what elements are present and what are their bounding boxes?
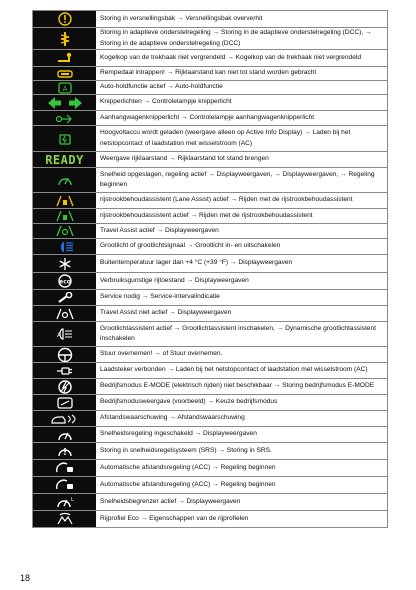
row-description [96, 152, 387, 167]
table-row [32, 494, 388, 511]
row-text: Laadsteker verbonden → Laden bij het netstopcontact of laadstation met wisselstroom (AC) [100, 366, 368, 374]
row-description [96, 273, 387, 289]
row-description [96, 126, 387, 151]
row-text: Automatische afstandsregeling (ACC) → Regeling beginnen [100, 480, 276, 488]
row-description [96, 347, 387, 362]
row-description [96, 168, 387, 192]
table-row [32, 168, 388, 193]
table-row [32, 81, 388, 95]
table-row [32, 290, 388, 306]
row-text: Kogelkop van de trekhaak niet vergrendeld → Kogelkop van de trekhaak niet vergrendeld [100, 53, 361, 61]
e-mode-icon [33, 379, 96, 394]
svg-text:A: A [56, 332, 61, 339]
table-row [32, 111, 388, 126]
row-description [96, 95, 387, 110]
row-text: rijstrookbehoudassistent actief → Rijden met de rijstrookbehoudassistent [100, 211, 313, 219]
table-row [32, 28, 388, 50]
row-description [96, 193, 387, 208]
row-description [96, 239, 387, 254]
row-text: Service nodig → Service-intervalindicatie [100, 293, 220, 301]
srs-icon [33, 443, 96, 459]
travel-assist-icon [33, 224, 96, 238]
row-description [96, 28, 387, 49]
row-text: Afstandswaarschuwing → Afstandswaarschuwing [100, 414, 245, 422]
table-row [32, 460, 388, 477]
row-text: Auto-holdfunctie actief → Auto-holdfunctie [100, 83, 223, 91]
charging-plug-icon [33, 363, 96, 378]
row-text: Travel Assist actief → Displayweergaven [100, 226, 219, 234]
light-assist-icon [33, 322, 96, 346]
row-text: Rijprofiel Eco → Eigenschappen van de rijprofielen [100, 514, 249, 522]
row-text: Buitentemperatuur lager dan +4 °C (+39 °F) → Displayweergaven [100, 259, 293, 267]
table-row [32, 255, 388, 273]
row-description [96, 67, 387, 80]
row-text: Automatische afstandsregeling (ACC) → Regeling beginnen [100, 463, 276, 471]
row-text: Verbruiksgunstige rijtoestand → Displayweergaven [100, 276, 249, 284]
row-description [96, 443, 387, 459]
row-text: Bedrijfsmodusweergave (voorbeeld) → Keuze bedrijfsmodus [100, 398, 278, 406]
table-row [32, 209, 388, 224]
table-row [32, 67, 388, 81]
wrench-icon [33, 290, 96, 305]
gearbox-warning-icon [33, 11, 96, 27]
table-row [32, 152, 388, 168]
speed-limiter-set-icon [33, 494, 96, 510]
table-row [32, 395, 388, 411]
row-description [96, 460, 387, 476]
row-description [96, 379, 387, 394]
ready-label: READY [45, 152, 84, 167]
turn-signal-icon [33, 95, 96, 110]
row-description [96, 363, 387, 378]
table-row [32, 427, 388, 443]
tow-hitch-icon [33, 50, 96, 66]
row-text: Stuur overnemen! → of Stuur overnemen. [100, 350, 223, 358]
row-description [96, 511, 387, 527]
auto-hold-icon [33, 81, 96, 94]
eco-icon [33, 273, 96, 289]
row-description [96, 209, 387, 223]
row-text: Storing in versnellingsbak → Versnellingsbak oververhit [100, 14, 263, 22]
table-row [32, 193, 388, 209]
row-description [96, 111, 387, 125]
row-description [96, 322, 387, 346]
table-row [32, 443, 388, 460]
suspension-warning-icon [33, 28, 96, 49]
table-row [32, 511, 388, 528]
table-row [32, 126, 388, 152]
acc-car-icon [33, 477, 96, 493]
row-description [96, 306, 387, 321]
eco-profile-icon [33, 511, 96, 527]
row-description [96, 290, 387, 305]
row-text: Bedrijfsmodus E-MODE (elektrisch rijden) niet beschikbaar → Storing bedrijfsmodus E-MODE [100, 382, 375, 390]
row-text: Snelheid opgeslagen, regeling actief → Displayweergaven, → Displayweergaven, → Regeling beginnen [100, 170, 375, 188]
lane-assist-yellow-icon [33, 193, 96, 208]
row-text: Travel Assist niet actief → Displayweergaven [100, 309, 232, 317]
high-beam-icon [33, 239, 96, 254]
acc-icon [33, 460, 96, 476]
table-row [32, 95, 388, 111]
row-description [96, 395, 387, 410]
row-description [96, 477, 387, 493]
row-text: Storing in snelheidsregelsysteem (SRS) → Storing in SRS. [100, 446, 272, 454]
row-description [96, 427, 387, 442]
trailer-signal-icon [33, 111, 96, 125]
row-description [96, 11, 387, 27]
row-description [96, 411, 387, 426]
speed-limiter-icon [33, 168, 96, 192]
table-row [32, 306, 388, 322]
charging-icon [33, 126, 96, 151]
row-text: Storing in adaptieve onderstelregeling → Storing in de adaptieve onderstelregeling (DCC), → Storing in de adaptieve onderstelregeling (DCC) [100, 29, 372, 47]
row-text: Rempedaal intrappen! → Rijklaarstand kan niet tot stand worden gebracht [100, 69, 317, 77]
table-row [32, 239, 388, 255]
row-text: Snelheidsbegrenzer actief → Displayweergaven [100, 497, 241, 505]
table-row [32, 347, 388, 363]
travel-assist-white-icon [33, 306, 96, 321]
row-text: Weergave rijklaarstand → Rijklaarstand tot stand brengen [100, 155, 269, 163]
row-description [96, 50, 387, 66]
table-row [32, 11, 388, 28]
table-row [32, 322, 388, 347]
row-description [96, 494, 387, 510]
row-text: Grootlichtassistent actief → Grootlichtassistent inschakelen, → Dynamische grootlichtassistent inschakelen [100, 324, 376, 342]
snowflake-icon [33, 255, 96, 272]
warning-light-table [32, 10, 388, 528]
table-row [32, 224, 388, 239]
page-number: 18 [20, 573, 31, 583]
ready-icon [33, 152, 96, 167]
row-description [96, 255, 387, 272]
mode-display-icon [33, 395, 96, 410]
svg-text:L: L [70, 497, 74, 503]
steering-wheel-icon [33, 347, 96, 362]
speed-limiter-off-icon [33, 427, 96, 442]
row-text: Aanhangwagenknipperlicht → Controlelampje aanhangwagenknipperlicht [100, 113, 315, 121]
row-description [96, 224, 387, 238]
row-text: Hoogvoltaccu wordt geladen (weergave alleen op Active Info Display) → Laden bij het netstopcontact of laadstation met wisselstroom (AC) [100, 129, 351, 147]
brake-pedal-icon [33, 67, 96, 80]
svg-text:A: A [62, 84, 67, 93]
table-row [32, 411, 388, 427]
row-text: Snelheidsregeling ingeschakeld → Displayweergaven [100, 430, 257, 438]
table-row [32, 477, 388, 494]
table-row [32, 379, 388, 395]
row-text: rijstrookbehoudassistent (Lane Assist) actief → Rijden met de rijstrookbehoudassistent [100, 196, 353, 204]
svg-text:eco: eco [58, 278, 71, 286]
table-row [32, 50, 388, 67]
table-row [32, 363, 388, 379]
row-description [96, 81, 387, 94]
table-row [32, 273, 388, 290]
row-text: Knipperlichten → Controlelampje knipperlicht [100, 98, 232, 106]
distance-warning-icon [33, 411, 96, 426]
row-text: Grootlicht of grootlichtsignaal → Grootlicht in- en uitschakelen [100, 242, 281, 250]
lane-assist-green-icon [33, 209, 96, 223]
